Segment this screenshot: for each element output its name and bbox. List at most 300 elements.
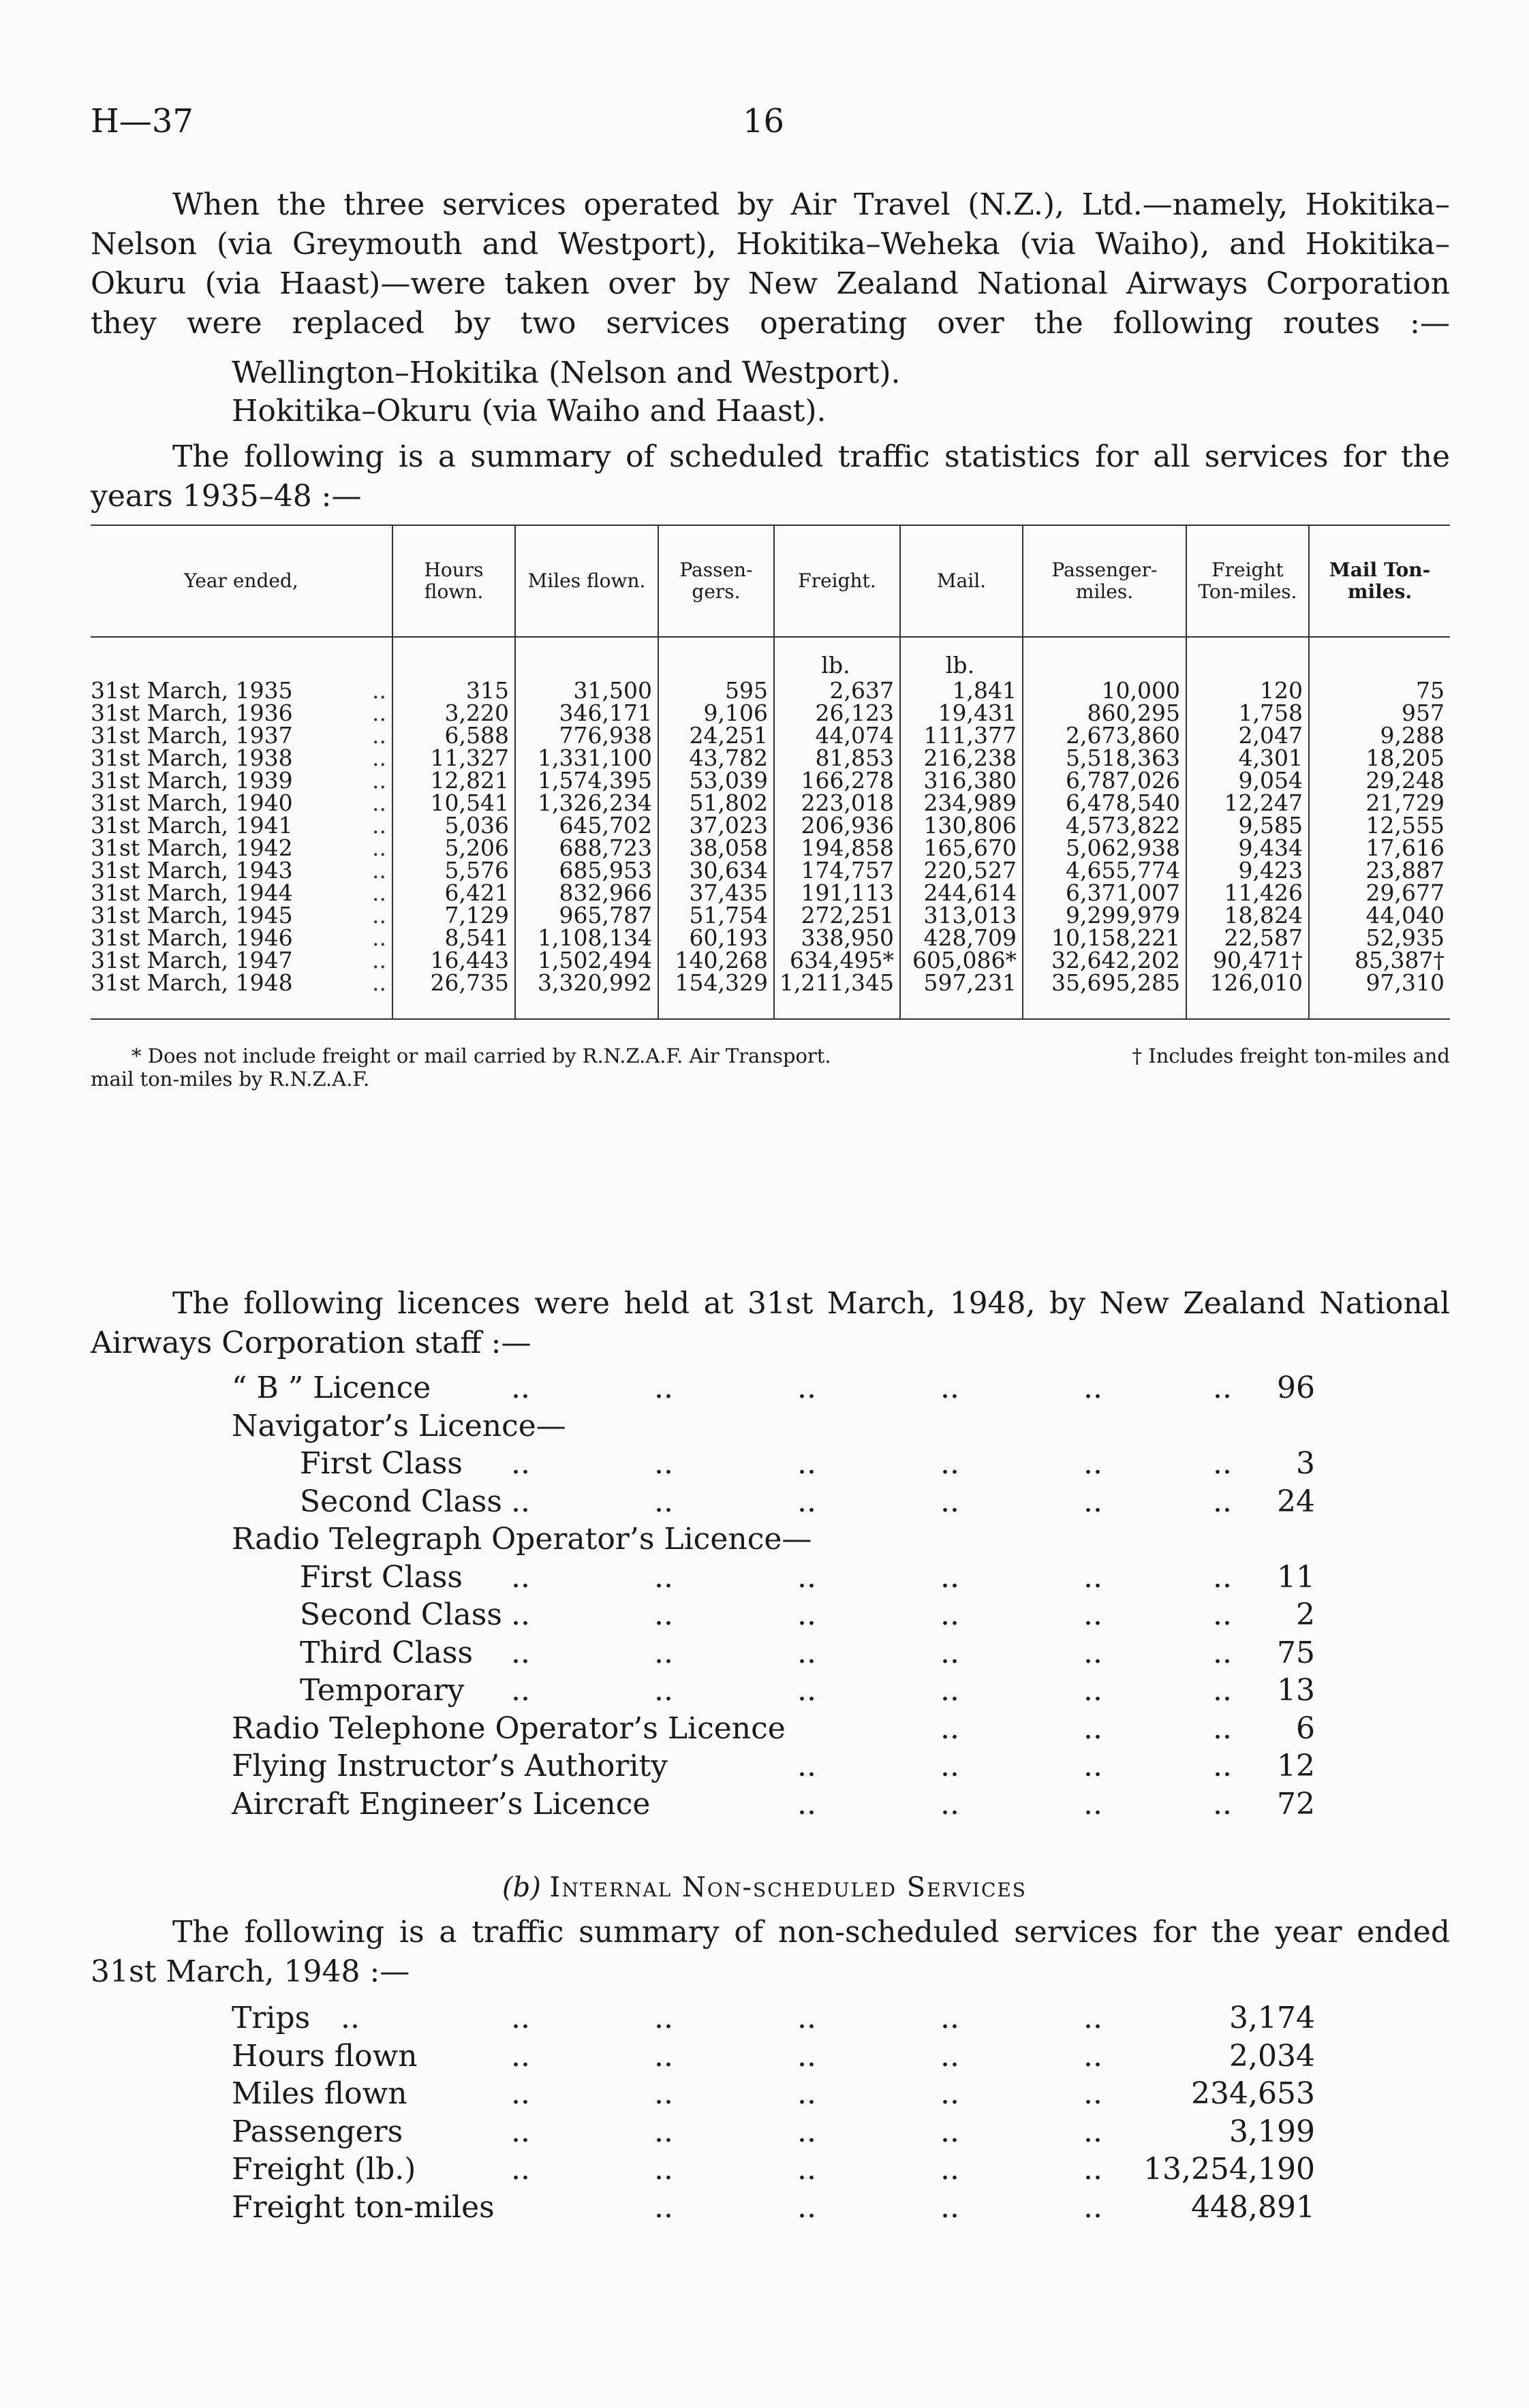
year-label: 31st March, 1946 xyxy=(91,924,293,951)
list-item-label: Passengers xyxy=(232,2114,403,2149)
leader-dots: .. xyxy=(940,1371,959,1405)
table-cell: 4,573,822 xyxy=(1023,814,1186,836)
leader-dots: .. xyxy=(511,2152,530,2187)
year-cell xyxy=(91,747,392,769)
leader-dots: .. xyxy=(1213,1786,1232,1821)
nonscheduled-intro-line: 31st March, 1948 :— xyxy=(91,1954,410,1989)
year-cell xyxy=(91,812,392,839)
table-cell: 10,541 xyxy=(392,792,515,814)
table-cell: 165,670 xyxy=(900,836,1023,859)
table-cell: 8,541 xyxy=(392,926,515,949)
table-cell: 6,478,540 xyxy=(1023,792,1186,814)
year-label: 31st March, 1937 xyxy=(91,722,293,749)
table-cell: 5,576 xyxy=(392,859,515,881)
table-row xyxy=(91,747,1450,769)
table-row xyxy=(91,702,1450,724)
leader-dots: .. xyxy=(654,2189,673,2225)
table-cell: 60,193 xyxy=(658,926,774,949)
table-header-row xyxy=(91,525,1450,637)
table-cell: 44,074 xyxy=(774,724,900,747)
table-cell: 30,634 xyxy=(658,859,774,881)
leader-dots: .. xyxy=(940,1559,959,1595)
leader-dots: .. xyxy=(797,1749,816,1783)
table-cell: 9,434 xyxy=(1186,836,1309,859)
year-cell xyxy=(91,789,392,816)
table-cell: 428,709 xyxy=(900,926,1023,949)
table-cell: 595 xyxy=(658,679,774,702)
leader-dots: .. xyxy=(1083,1371,1102,1405)
summary-intro-line: years 1935–48 :— xyxy=(91,479,362,514)
leader-dots: .. xyxy=(372,722,386,749)
table-cell: 957 xyxy=(1309,702,1450,724)
list-item-value: 2,034 xyxy=(1229,2038,1315,2074)
table-cell: 12,247 xyxy=(1186,792,1309,814)
leader-dots: .. xyxy=(372,902,386,928)
table-cell: 220,527 xyxy=(900,859,1023,881)
col-header-freight: Freight. xyxy=(774,525,900,637)
year-label: 31st March, 1948 xyxy=(91,969,293,996)
year-label: 31st March, 1940 xyxy=(91,789,293,816)
leader-dots: .. xyxy=(654,2114,673,2149)
list-item-label: First Class xyxy=(300,1446,463,1481)
table-cell: 32,642,202 xyxy=(1023,949,1186,971)
table-cell: 2,673,860 xyxy=(1023,724,1186,747)
year-cell xyxy=(91,926,392,949)
leader-dots: .. xyxy=(372,789,386,816)
table-cell: 688,723 xyxy=(515,836,658,859)
leader-dots: .. xyxy=(1213,1371,1232,1405)
table-cell: 316,380 xyxy=(900,769,1023,792)
leader-dots: .. xyxy=(797,1635,816,1670)
year-label: 31st March, 1941 xyxy=(91,812,293,839)
table-cell: 75 xyxy=(1309,679,1450,702)
list-item-value: 72 xyxy=(1277,1786,1315,1821)
table-cell: 1,758 xyxy=(1186,702,1309,724)
unit-cell xyxy=(1186,637,1309,679)
leader-dots: .. xyxy=(1083,2152,1102,2187)
year-label: 31st March, 1945 xyxy=(91,902,293,928)
table-row xyxy=(91,926,1450,949)
list-item-label: “ B ” Licence xyxy=(232,1371,431,1405)
table-cell: 10,000 xyxy=(1023,679,1186,702)
table-cell: 4,655,774 xyxy=(1023,859,1186,881)
year-cell xyxy=(91,904,392,926)
leader-dots: .. xyxy=(654,1559,673,1595)
table-cell: 223,018 xyxy=(774,792,900,814)
list-item-label: Miles flown xyxy=(232,2076,407,2111)
table-cell: 11,327 xyxy=(392,747,515,769)
leader-dots: .. xyxy=(1083,1786,1102,1821)
document-code: H—37 xyxy=(91,102,194,140)
table-cell: 5,518,363 xyxy=(1023,747,1186,769)
list-item-value: 3 xyxy=(1296,1446,1315,1481)
col-header-hours: Hours flown. xyxy=(392,525,515,637)
table-cell: 130,806 xyxy=(900,814,1023,836)
leader-dots: .. xyxy=(940,2076,959,2111)
leader-dots: .. xyxy=(372,767,386,794)
leader-dots: .. xyxy=(511,1559,530,1595)
leader-dots: .. xyxy=(372,677,386,704)
table-cell: 26,735 xyxy=(392,971,515,1019)
leader-dots: .. xyxy=(511,2038,530,2074)
year-cell xyxy=(91,679,392,702)
table-cell: 37,023 xyxy=(658,814,774,836)
table-cell: 346,171 xyxy=(515,702,658,724)
leader-dots: .. xyxy=(654,2076,673,2111)
leader-dots: .. xyxy=(940,2038,959,2074)
table-cell: 12,821 xyxy=(392,769,515,792)
nonscheduled-list xyxy=(232,1999,1315,2231)
leader-dots: .. xyxy=(1083,2001,1102,2035)
leader-dots: .. xyxy=(940,2152,959,2187)
table-cell: 6,787,026 xyxy=(1023,769,1186,792)
leader-dots: .. xyxy=(511,1673,530,1708)
leader-dots: .. xyxy=(1213,1484,1232,1519)
table-cell: 9,288 xyxy=(1309,724,1450,747)
leader-dots: .. xyxy=(654,1673,673,1708)
table-cell: 6,421 xyxy=(392,881,515,904)
table-cell: 37,435 xyxy=(658,881,774,904)
leader-dots: .. xyxy=(1213,1597,1232,1632)
year-cell xyxy=(91,836,392,859)
table-cell: 38,058 xyxy=(658,836,774,859)
table-cell: 19,431 xyxy=(900,702,1023,724)
leader-dots: .. xyxy=(940,1710,959,1746)
table-cell: 53,039 xyxy=(658,769,774,792)
leader-dots: .. xyxy=(1083,1710,1102,1746)
summary-intro-line: The following is a summary of scheduled traffic statistics for all services for the xyxy=(172,439,1450,474)
year-cell xyxy=(91,724,392,747)
unit-cell xyxy=(1023,637,1186,679)
list-item-value: 448,891 xyxy=(1191,2189,1315,2225)
leader-dots: .. xyxy=(654,2001,673,2035)
section-heading xyxy=(0,1872,1529,1903)
unit-cell: lb. xyxy=(774,637,900,679)
unit-cell xyxy=(392,637,515,679)
leader-dots: .. xyxy=(797,1446,816,1481)
col-header-freight-ton-miles: Freight Ton-miles. xyxy=(1186,525,1309,637)
table-cell: 194,858 xyxy=(774,836,900,859)
table-cell: 1,574,395 xyxy=(515,769,658,792)
leader-dots: .. xyxy=(511,1484,530,1519)
table-cell: 52,935 xyxy=(1309,926,1450,949)
leader-dots: .. xyxy=(1083,1635,1102,1670)
table-cell: 9,585 xyxy=(1186,814,1309,836)
leader-dots: .. xyxy=(1213,1710,1232,1746)
table-row xyxy=(91,904,1450,926)
table-cell: 18,824 xyxy=(1186,904,1309,926)
year-cell xyxy=(91,971,392,1019)
table-cell: 174,757 xyxy=(774,859,900,881)
leader-dots: .. xyxy=(372,745,386,771)
list-item-label: Navigator’s Licence— xyxy=(232,1408,566,1443)
year-cell xyxy=(91,949,392,971)
list-item-value: 75 xyxy=(1277,1635,1315,1670)
leader-dots: .. xyxy=(1083,1484,1102,1519)
table-cell: 9,106 xyxy=(658,702,774,724)
col-header-mail-ton-miles: Mail Ton-miles. xyxy=(1309,525,1450,637)
list-item-label: Freight (lb.) xyxy=(232,2152,416,2187)
table-cell: 23,887 xyxy=(1309,859,1450,881)
col-header-passengers: Passen-gers. xyxy=(658,525,774,637)
leader-dots: .. xyxy=(372,879,386,906)
table-cell: 1,211,345 xyxy=(774,971,900,1019)
leader-dots: .. xyxy=(654,1371,673,1405)
leader-dots: .. xyxy=(797,2076,816,2111)
unit-cell xyxy=(1309,637,1450,679)
leader-dots: .. xyxy=(1083,1559,1102,1595)
table-cell: 31,500 xyxy=(515,679,658,702)
leader-dots: .. xyxy=(1083,1749,1102,1783)
table-cell: 1,326,234 xyxy=(515,792,658,814)
year-cell xyxy=(91,769,392,792)
table-cell: 1,841 xyxy=(900,679,1023,702)
table-cell: 634,495* xyxy=(774,949,900,971)
col-header-miles: Miles flown. xyxy=(515,525,658,637)
leader-dots: .. xyxy=(940,2189,959,2225)
intro-line: they were replaced by two services operating over the following routes :— xyxy=(91,306,1450,341)
table-cell: 2,047 xyxy=(1186,724,1309,747)
list-item-value: 2 xyxy=(1296,1597,1315,1632)
leader-dots: .. xyxy=(654,2152,673,2187)
year-label: 31st March, 1947 xyxy=(91,947,293,973)
table-cell: 1,502,494 xyxy=(515,949,658,971)
list-item-value: 11 xyxy=(1277,1559,1315,1595)
list-item-value: 13 xyxy=(1277,1673,1315,1708)
year-cell xyxy=(91,881,392,904)
leader-dots: .. xyxy=(1083,1597,1102,1632)
list-item-label: Radio Telegraph Operator’s Licence— xyxy=(232,1522,812,1557)
table-cell: 97,310 xyxy=(1309,971,1450,1019)
leader-dots: .. xyxy=(511,1371,530,1405)
section-heading-prefix: (b) xyxy=(501,1872,541,1903)
leader-dots: .. xyxy=(1083,2114,1102,2149)
leader-dots: .. xyxy=(511,2076,530,2111)
table-row xyxy=(91,814,1450,836)
leader-dots: .. xyxy=(797,2001,816,2035)
leader-dots: .. xyxy=(511,2001,530,2035)
table-cell: 35,695,285 xyxy=(1023,971,1186,1019)
leader-dots: .. xyxy=(940,1786,959,1821)
leader-dots: .. xyxy=(940,1446,959,1481)
table-cell: 140,268 xyxy=(658,949,774,971)
table-cell: 5,036 xyxy=(392,814,515,836)
leader-dots: .. xyxy=(511,1597,530,1632)
leader-dots: .. xyxy=(511,1446,530,1481)
section-heading-title: Internal Non-scheduled Services xyxy=(549,1872,1027,1903)
year-cell xyxy=(91,857,392,884)
table-cell: 338,950 xyxy=(774,926,900,949)
leader-dots: .. xyxy=(797,1673,816,1708)
table-row xyxy=(91,679,1450,702)
leader-dots: .. xyxy=(654,1635,673,1670)
leader-dots: .. xyxy=(1083,2189,1102,2225)
intro-line: Nelson (via Greymouth and Westport), Hokitika–Weheka (via Waiho), and Hokitika– xyxy=(91,227,1450,262)
leader-dots: .. xyxy=(940,1484,959,1519)
table-cell: 9,299,979 xyxy=(1023,904,1186,926)
table-cell: 191,113 xyxy=(774,881,900,904)
col-header-year: Year ended, xyxy=(184,569,298,592)
table-row xyxy=(91,792,1450,814)
table-cell: 645,702 xyxy=(515,814,658,836)
leader-dots: .. xyxy=(940,2114,959,2149)
year-label: 31st March, 1939 xyxy=(91,767,293,794)
table-cell: 313,013 xyxy=(900,904,1023,926)
units-row xyxy=(91,637,1450,679)
table-cell: 29,248 xyxy=(1309,769,1450,792)
list-item-label: Freight ton-miles xyxy=(232,2189,495,2225)
intro-line: Okuru (via Haast)—were taken over by New Zealand National Airways Corporation xyxy=(91,266,1450,301)
table-cell: 6,588 xyxy=(392,724,515,747)
table-cell: 3,220 xyxy=(392,702,515,724)
leader-dots: .. xyxy=(940,1749,959,1783)
table-cell: 4,301 xyxy=(1186,747,1309,769)
leader-dots: .. xyxy=(797,2189,816,2225)
list-item-value: 24 xyxy=(1277,1484,1315,1519)
table-cell: 10,158,221 xyxy=(1023,926,1186,949)
table-cell: 965,787 xyxy=(515,904,658,926)
table-cell: 9,423 xyxy=(1186,859,1309,881)
year-label: 31st March, 1943 xyxy=(91,857,293,884)
unit-cell xyxy=(658,637,774,679)
table-cell: 272,251 xyxy=(774,904,900,926)
table-row xyxy=(91,836,1450,859)
table-cell: 6,371,007 xyxy=(1023,881,1186,904)
table-cell: 244,614 xyxy=(900,881,1023,904)
table-cell: 29,677 xyxy=(1309,881,1450,904)
list-item-value: 13,254,190 xyxy=(1143,2152,1315,2187)
footnote-star: * Does not include freight or mail carried by R.N.Z.A.F. Air Transport. xyxy=(132,1044,831,1067)
table-cell: 1,108,134 xyxy=(515,926,658,949)
year-cell xyxy=(91,702,392,724)
table-cell: 85,387† xyxy=(1309,949,1450,971)
leader-dots: .. xyxy=(1213,1559,1232,1595)
table-cell: 860,295 xyxy=(1023,702,1186,724)
list-item-value: 234,653 xyxy=(1191,2076,1315,2111)
leader-dots: .. xyxy=(1083,2076,1102,2111)
table-cell: 154,329 xyxy=(658,971,774,1019)
list-item-label: Temporary xyxy=(300,1673,465,1708)
table-cell: 26,123 xyxy=(774,702,900,724)
route-1: Wellington–Hokitika (Nelson and Westport). xyxy=(232,356,901,390)
leader-dots: .. xyxy=(372,947,386,973)
leader-dots: .. xyxy=(372,857,386,884)
list-item-value: 3,199 xyxy=(1229,2114,1315,2149)
list-item-label: Second Class xyxy=(300,1597,502,1632)
leader-dots: .. xyxy=(654,1597,673,1632)
leader-dots: .. xyxy=(372,700,386,726)
leader-dots: .. xyxy=(654,1484,673,1519)
table-cell: 5,062,938 xyxy=(1023,836,1186,859)
table-cell: 234,989 xyxy=(900,792,1023,814)
traffic-table xyxy=(91,525,1450,1092)
leader-dots: .. xyxy=(1083,2038,1102,2074)
table-cell: 9,054 xyxy=(1186,769,1309,792)
leader-dots: .. xyxy=(940,1635,959,1670)
licences-list xyxy=(232,1369,1315,1826)
table-cell: 315 xyxy=(392,679,515,702)
unit-cell xyxy=(515,637,658,679)
table-cell: 2,637 xyxy=(774,679,900,702)
licences-intro xyxy=(91,1284,1450,1363)
summary-intro xyxy=(91,437,1450,516)
table-cell: 22,587 xyxy=(1186,926,1309,949)
footnote-dagger: † Includes freight ton-miles and xyxy=(1132,1044,1450,1067)
table-row xyxy=(91,724,1450,747)
intro-line: When the three services operated by Air Travel (N.Z.), Ltd.—namely, Hokitika– xyxy=(172,187,1450,222)
year-label: 31st March, 1944 xyxy=(91,879,293,906)
licences-intro-line: The following licences were held at 31st March, 1948, by New Zealand National xyxy=(172,1286,1450,1321)
year-label: 31st March, 1938 xyxy=(91,745,293,771)
table-cell: 12,555 xyxy=(1309,814,1450,836)
table-cell: 7,129 xyxy=(392,904,515,926)
table-cell: 1,331,100 xyxy=(515,747,658,769)
list-item-label: Radio Telephone Operator’s Licence xyxy=(232,1710,786,1746)
table-cell: 44,040 xyxy=(1309,904,1450,926)
leader-dots: .. xyxy=(654,1446,673,1481)
list-item-label: First Class xyxy=(300,1559,463,1595)
table-row xyxy=(91,769,1450,792)
list-item-label: Third Class xyxy=(300,1635,474,1670)
leader-dots: .. xyxy=(372,969,386,996)
page-number: 16 xyxy=(743,102,785,140)
list-item-label: Second Class xyxy=(300,1484,502,1519)
table-cell: 597,231 xyxy=(900,971,1023,1019)
unit-cell: lb. xyxy=(900,637,1023,679)
leader-dots: .. xyxy=(797,1559,816,1595)
year-label: 31st March, 1942 xyxy=(91,834,293,861)
leader-dots: .. xyxy=(1213,1446,1232,1481)
leader-dots: .. xyxy=(372,924,386,951)
table-cell: 166,278 xyxy=(774,769,900,792)
leader-dots: .. xyxy=(341,2001,360,2035)
list-item-value: 3,174 xyxy=(1229,2001,1315,2035)
leader-dots: .. xyxy=(797,1371,816,1405)
leader-dots: .. xyxy=(940,1597,959,1632)
leader-dots: .. xyxy=(797,1786,816,1821)
year-label: 31st March, 1936 xyxy=(91,700,293,726)
list-item-label: Hours flown xyxy=(232,2038,418,2074)
leader-dots: .. xyxy=(1213,1749,1232,1783)
table-cell: 24,251 xyxy=(658,724,774,747)
table-cell: 51,802 xyxy=(658,792,774,814)
table-cell: 120 xyxy=(1186,679,1309,702)
col-header-passenger-miles: Passenger-miles. xyxy=(1023,525,1186,637)
leader-dots: .. xyxy=(797,1484,816,1519)
table-cell: 21,729 xyxy=(1309,792,1450,814)
table-body xyxy=(91,637,1450,1019)
leader-dots: .. xyxy=(511,2114,530,2149)
col-header-mail: Mail. xyxy=(900,525,1023,637)
table-cell: 43,782 xyxy=(658,747,774,769)
table-cell: 51,754 xyxy=(658,904,774,926)
table-cell: 16,443 xyxy=(392,949,515,971)
leader-dots: .. xyxy=(1083,1446,1102,1481)
table-cell: 11,426 xyxy=(1186,881,1309,904)
table-cell: 3,320,992 xyxy=(515,971,658,1019)
list-item-label: Flying Instructor’s Authority xyxy=(232,1749,668,1783)
table-cell: 111,377 xyxy=(900,724,1023,747)
leader-dots: .. xyxy=(1213,1635,1232,1670)
leader-dots: .. xyxy=(372,834,386,861)
table-row xyxy=(91,971,1450,1019)
table-cell: 90,471† xyxy=(1186,949,1309,971)
leader-dots: .. xyxy=(797,2152,816,2187)
table-cell: 216,238 xyxy=(900,747,1023,769)
table-cell: 605,086* xyxy=(900,949,1023,971)
licences-intro-line: Airways Corporation staff :— xyxy=(91,1326,531,1360)
route-2: Hokitika–Okuru (via Waiho and Haast). xyxy=(232,394,827,428)
